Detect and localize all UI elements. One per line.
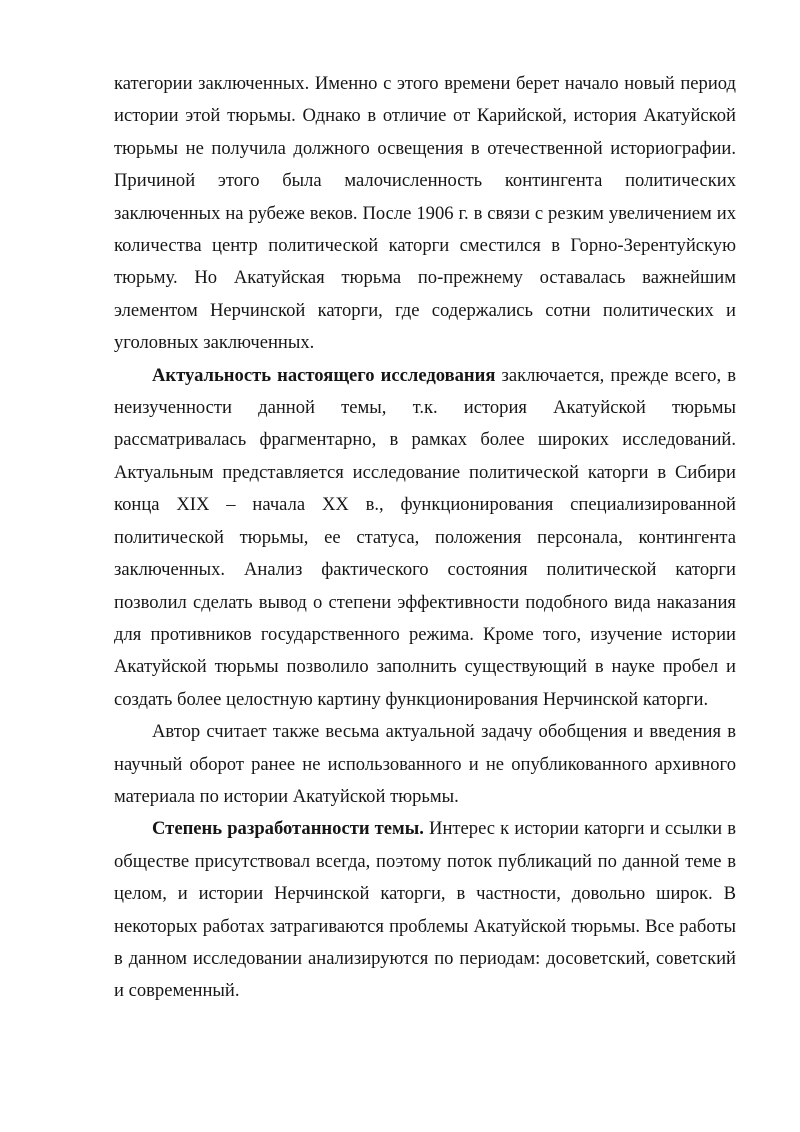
paragraph-text: заключается, прежде всего, в неизученности данной темы, т.к. история Акатуйской тюрьмы рассматривалась фрагментарно, в рамках более широких исследований. Актуальным представляется исследование политической каторги в Сибири конца XIX – начала XX в., функционирования специализированной политической тюрьмы, ее статуса, положения персонала, контингента заключенных. Анализ фактического состояния политической каторги позволил сделать вывод о степени эффективности подобного вида наказания для противников государственного режима. Кроме того, изучение истории Акатуйской тюрьмы позволило заполнить существующий в науке пробел и создать более целостную картину функционирования Нерчинской каторги.	[114, 364, 736, 710]
paragraph-continuation	[114, 68, 736, 360]
paragraph-degree-of-study	[114, 813, 736, 1007]
paragraph-heading-relevance: Актуальность настоящего исследования	[152, 364, 496, 386]
paragraph-text: Интерес к истории каторги и ссылки в обществе присутствовал всегда, поэтому поток публикаций по данной теме в целом, и истории Нерчинской каторги, в частности, довольно широк. В некоторых работах затрагиваются проблемы Акатуйской тюрьмы. Все работы в данном исследовании анализируются по периодам: досоветский, советский и современный.	[114, 818, 736, 1002]
paragraph-relevance	[114, 360, 736, 716]
paragraph-heading-degree-of-study: Степень разработанности темы.	[152, 818, 424, 840]
paragraph-text: Автор считает также весьма актуальной задачу обобщения и введения в научный оборот ранее не использованного и не опубликованного архивного материала по истории Акатуйской тюрьмы.	[114, 721, 736, 807]
document-page	[114, 68, 736, 1008]
paragraph-author-task	[114, 716, 736, 813]
paragraph-text: категории заключенных. Именно с этого времени берет начало новый период истории этой тюрьмы. Однако в отличие от Карийской, история Акатуйской тюрьмы не получила должного освещения в отечественной историографии. Причиной этого была малочисленность контингента политических заключенных на рубеже веков. После 1906 г. в связи с резким увеличением их количества центр политической каторги сместился в Горно-Зерентуйскую тюрьму. Но Акатуйская тюрьма по-прежнему оставалась важнейшим элементом Нерчинской каторги, где содержались сотни политических и уголовных заключенных.	[114, 73, 736, 354]
